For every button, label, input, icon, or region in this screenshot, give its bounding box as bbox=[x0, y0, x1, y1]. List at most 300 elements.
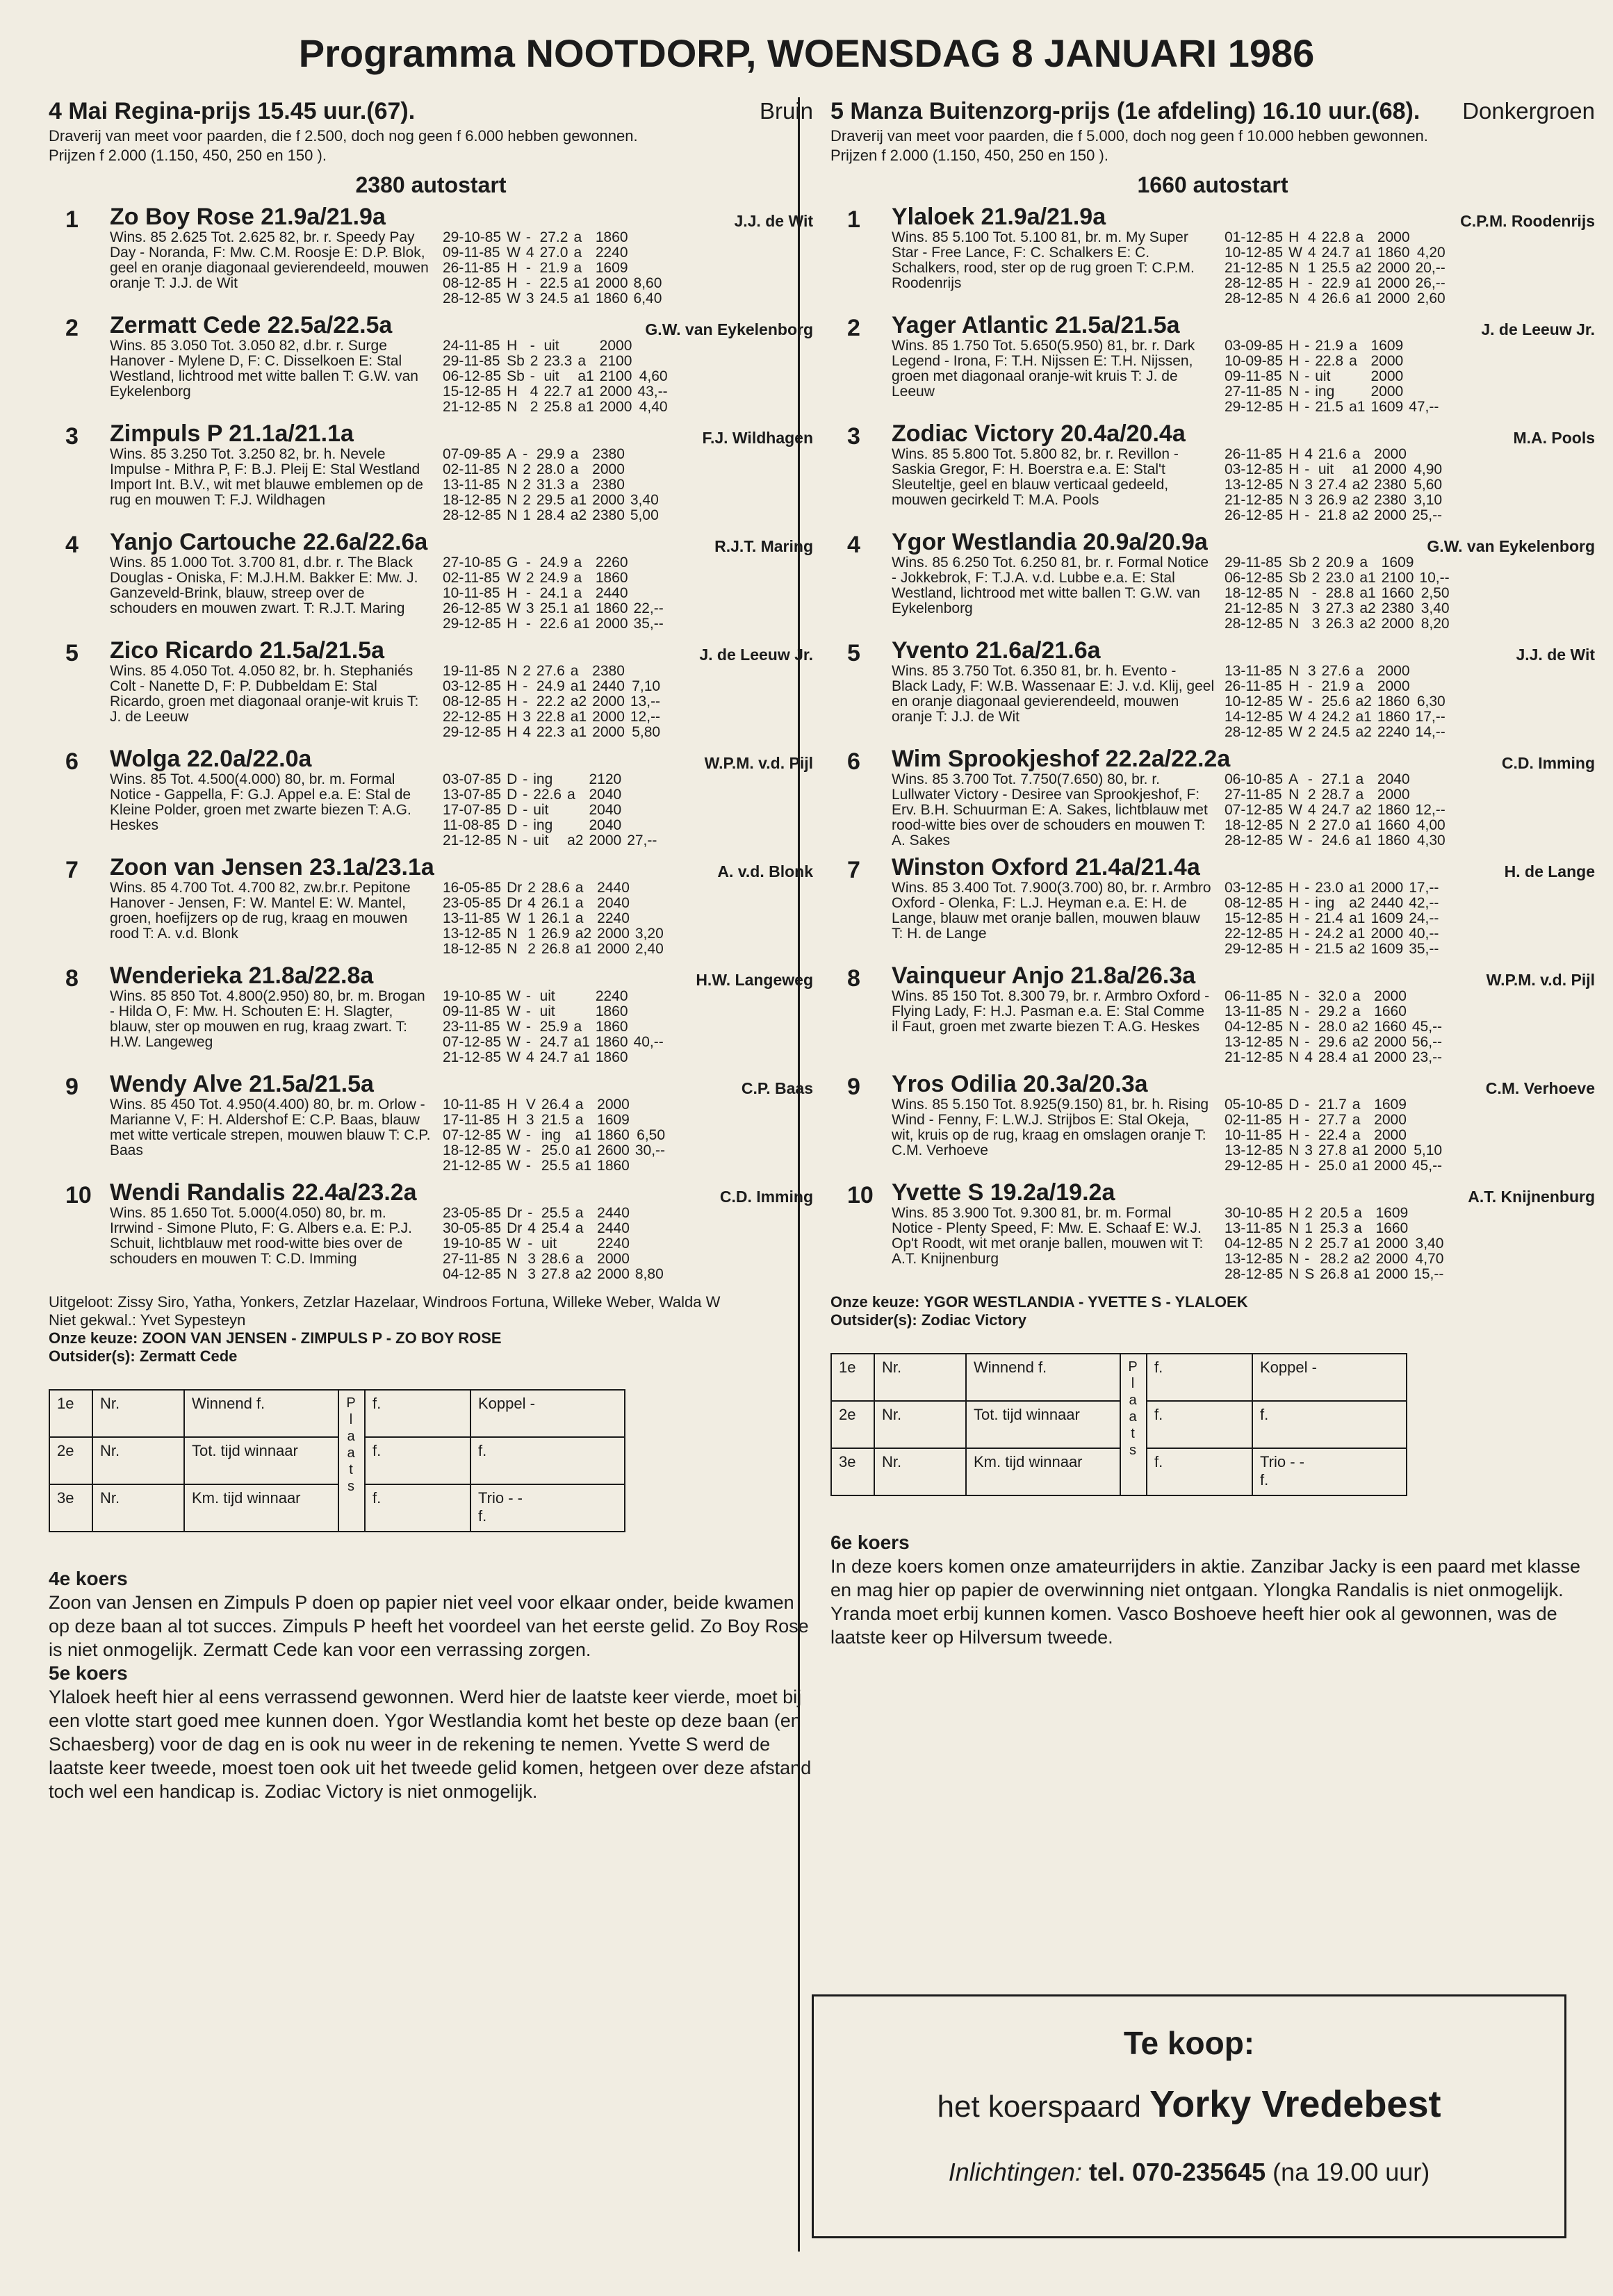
result-plaats-amount: f. bbox=[365, 1437, 470, 1484]
race-history-cell: 2 bbox=[527, 880, 536, 896]
race-history-cell: - bbox=[1304, 507, 1310, 523]
race-history-row bbox=[440, 880, 666, 896]
race-history-cell: - bbox=[1304, 910, 1310, 926]
outsider-text: Zermatt Cede bbox=[139, 1347, 238, 1365]
horse-description: Wins. 85 4.700 Tot. 4.700 82, zw.br.r. Pepitone Hanover - Jensen, F: W. Mantel E: W. Mantel, groen, hoefijzers op de rug, kraag en mouwen rood T: A. v.d. Blonk bbox=[110, 880, 411, 942]
race-history-cell: 2 bbox=[1304, 1236, 1313, 1252]
race-history-cell: 28.4 bbox=[536, 507, 565, 523]
race-history-cell: N bbox=[1288, 492, 1300, 508]
race-history-cell: W bbox=[1288, 245, 1302, 261]
race-history-cell: a2 bbox=[1349, 895, 1366, 911]
race-history-cell: 22-12-85 bbox=[443, 709, 502, 725]
race-history-cell bbox=[632, 1113, 668, 1128]
race-history-cell: 17,-- bbox=[1415, 709, 1446, 725]
race-history-row bbox=[1222, 1128, 1445, 1143]
race-history-row bbox=[440, 911, 666, 926]
race-history-row bbox=[440, 1128, 668, 1143]
race-history-cell: 24.7 bbox=[539, 1034, 568, 1050]
race-history-cell: 1609 bbox=[1370, 941, 1404, 957]
race-history-cell: 29-12-85 bbox=[443, 616, 502, 632]
race-prizes: Prijzen f 2.000 (1.150, 450, 250 en 150 ). bbox=[830, 147, 1108, 164]
race-history-cell: 13-11-85 bbox=[443, 477, 500, 493]
result-place: 3e bbox=[49, 1484, 92, 1532]
race-history-cell: a1 bbox=[575, 941, 592, 957]
race-history-table bbox=[1222, 664, 1448, 740]
race-history-cell: 2000 bbox=[597, 1266, 630, 1282]
race-history-cell bbox=[634, 338, 670, 354]
race-history-cell: 2000 bbox=[1377, 275, 1410, 291]
race-history-cell: - bbox=[530, 338, 535, 354]
race-history-cell bbox=[632, 896, 666, 911]
horse-number: 4 bbox=[847, 532, 860, 558]
race-history-cell: - bbox=[1304, 384, 1310, 400]
horse-entry bbox=[830, 1071, 1595, 1174]
race-history-cell: - bbox=[525, 1127, 531, 1143]
race-history-cell: 5,60 bbox=[1414, 477, 1443, 493]
race-history-cell: 31.3 bbox=[536, 477, 565, 493]
race-history-cell: 18-12-85 bbox=[443, 1142, 502, 1158]
race-history-row bbox=[440, 818, 660, 833]
race-distance: 2380 autostart bbox=[355, 172, 507, 197]
race-history-cell: 2040 bbox=[589, 802, 622, 818]
race-history-cell: 8,60 bbox=[633, 275, 662, 291]
race-history-cell bbox=[631, 1019, 666, 1035]
race-history-cell: N bbox=[1288, 1019, 1300, 1035]
race-history-cell: W bbox=[507, 1019, 521, 1035]
race-history-cell: a2 bbox=[1354, 1251, 1370, 1267]
race-history bbox=[440, 989, 666, 1065]
race-history-row bbox=[1222, 818, 1448, 833]
race-history-row bbox=[440, 477, 662, 493]
horse-header bbox=[110, 204, 813, 230]
horse-name: Vainqueur Anjo 21.8a/26.3a bbox=[892, 962, 1196, 989]
race-history-cell: 08-12-85 bbox=[443, 275, 502, 291]
race-history-cell: 21-12-85 bbox=[443, 1158, 502, 1174]
race-history-cell: 10-11-85 bbox=[1225, 1127, 1282, 1143]
race-history-cell: 29-12-85 bbox=[1225, 1158, 1284, 1174]
horse-trainer: G.W. van Eykelenborg bbox=[1427, 537, 1595, 555]
race-history-cell: 03-09-85 bbox=[1225, 338, 1284, 354]
race-history-cell: 10-12-85 bbox=[1225, 245, 1284, 261]
race-history-cell: 1860 bbox=[595, 1003, 628, 1019]
race-history-cell: 45,-- bbox=[1411, 1019, 1443, 1035]
race-history-cell bbox=[632, 1221, 666, 1236]
race-history-row bbox=[440, 1206, 666, 1221]
race-history-cell: 17-11-85 bbox=[443, 1112, 500, 1128]
race-history-row bbox=[1222, 291, 1448, 306]
race-history-cell: 1660 bbox=[1374, 1019, 1407, 1035]
race-history-cell: a1 bbox=[1355, 817, 1372, 833]
race-history-cell: 1660 bbox=[1374, 1003, 1407, 1019]
race-history-cell: N bbox=[1288, 1220, 1300, 1236]
race-history-cell: 18-12-85 bbox=[1225, 585, 1284, 601]
race-history-cell: 19-11-85 bbox=[443, 663, 500, 679]
race-history-cell: a bbox=[567, 787, 575, 803]
race-history-cell: a1 bbox=[1349, 926, 1366, 942]
race-history-cell: W bbox=[1288, 802, 1302, 818]
race-history-row bbox=[1222, 245, 1448, 261]
race-history-row bbox=[1222, 1019, 1445, 1035]
race-history-cell: 27.7 bbox=[1318, 1112, 1347, 1128]
race-history-cell: 2000 bbox=[597, 1097, 630, 1113]
race-history-cell: a bbox=[570, 446, 579, 462]
race-4-column bbox=[49, 97, 813, 1803]
race-title: 5 Manza Buitenzorg-prijs (1e afdeling) 16.10 uur.(68). bbox=[830, 98, 1420, 124]
race-history-cell: - bbox=[525, 988, 531, 1004]
race-history-cell: 25.7 bbox=[1320, 1236, 1349, 1252]
race-history-cell: - bbox=[527, 1236, 533, 1252]
race-history-cell: H bbox=[1288, 353, 1300, 369]
race-history-cell: W bbox=[507, 1003, 521, 1019]
race-history-cell: 4 bbox=[523, 724, 531, 740]
race-history-cell: - bbox=[523, 678, 528, 694]
race-history-row bbox=[440, 555, 666, 571]
race-history-cell: 2 bbox=[1311, 570, 1320, 586]
horse-header bbox=[110, 746, 813, 772]
race-history-cell: a1 bbox=[1352, 1049, 1369, 1065]
race-history-cell: a2 bbox=[570, 507, 587, 523]
horse-details bbox=[110, 1097, 813, 1174]
race-history-cell: 27.0 bbox=[539, 245, 568, 261]
race-history-cell: 2000 bbox=[1381, 616, 1414, 632]
race-history-row bbox=[440, 245, 664, 261]
race-history-cell: 22.8 bbox=[1315, 353, 1344, 369]
race-history-cell: - bbox=[525, 585, 531, 601]
race-history-cell: 3 bbox=[1304, 492, 1313, 508]
race-history-cell: 27.6 bbox=[536, 663, 565, 679]
horse-details bbox=[892, 555, 1595, 632]
race-history-cell: 18-12-85 bbox=[443, 492, 502, 508]
race-history-cell: 2 bbox=[530, 353, 539, 369]
result-place: 2e bbox=[831, 1401, 874, 1448]
race-history bbox=[440, 880, 666, 957]
race-history-cell: H bbox=[507, 1112, 518, 1128]
race-history-table bbox=[1222, 555, 1452, 632]
race-history bbox=[440, 1206, 666, 1282]
race-history-cell: 22.7 bbox=[543, 384, 573, 400]
result-plaats-amount: f. bbox=[1147, 1354, 1252, 1401]
race-history-cell: 26-12-85 bbox=[1225, 507, 1284, 523]
horse-body bbox=[892, 962, 1595, 1065]
race-history-cell: N bbox=[1288, 1049, 1300, 1065]
results-row bbox=[49, 1390, 625, 1437]
race-history-cell: 3,20 bbox=[634, 926, 664, 942]
horse-description: Wins. 85 450 Tot. 4.950(4.400) 80, br. m. Orlow - Marianne V, F: H. Aldershof E: C.P. Baas, blauw met witte verticale strepen, mouwen blauw T: C.P. Baas bbox=[110, 1097, 431, 1158]
race-history-row bbox=[440, 586, 666, 601]
horse-entry bbox=[49, 962, 813, 1065]
race-history-cell: D bbox=[507, 802, 518, 818]
result-plaats-amount: f. bbox=[365, 1484, 470, 1532]
race-history-cell: W bbox=[507, 229, 521, 245]
horse-name: Ylaloek 21.9a/21.9a bbox=[892, 204, 1106, 230]
outsider-label: Outsider(s): bbox=[830, 1311, 917, 1329]
horse-details bbox=[110, 230, 813, 306]
race-history-cell: S bbox=[1304, 1266, 1315, 1282]
race-history bbox=[1222, 1206, 1446, 1282]
race-history-cell: 27,-- bbox=[627, 833, 657, 848]
horse-description: Wins. 85 150 Tot. 8.300 79, br. r. Armbro Oxford - Flying Lady, F: H.J. Pasman e.a. E: Stal Comme il Faut, groen met zwarte biezen T: A.G. Heskes bbox=[892, 988, 1210, 1035]
race-history-cell: a bbox=[570, 477, 579, 493]
horse-body bbox=[110, 962, 813, 1065]
race-history-cell: 25,-- bbox=[1411, 507, 1443, 523]
race-history-row bbox=[1222, 586, 1452, 601]
race-history-cell: W bbox=[507, 1049, 521, 1065]
horse-number: 6 bbox=[847, 748, 860, 775]
horse-body bbox=[892, 637, 1595, 740]
race-history-cell: 22.8 bbox=[1321, 229, 1350, 245]
trio-amount: f. bbox=[478, 1507, 487, 1525]
horse-header bbox=[110, 529, 813, 555]
race-history-cell: 24.5 bbox=[1321, 724, 1350, 740]
race-history-cell: 47,-- bbox=[1409, 399, 1439, 415]
race-history-row bbox=[1222, 230, 1448, 245]
race-history-cell: 3 bbox=[525, 290, 534, 306]
race-history-cell: a1 bbox=[575, 1127, 592, 1143]
race-history-cell: 24.2 bbox=[1315, 926, 1344, 942]
race-history-cell: 2 bbox=[523, 492, 531, 508]
race-color: Donkergroen bbox=[1462, 98, 1595, 124]
race-history-cell: - bbox=[525, 275, 531, 291]
race-history-cell bbox=[632, 1206, 666, 1221]
race-history-cell: 1609 bbox=[1375, 1205, 1409, 1221]
race-history-row bbox=[1222, 338, 1441, 354]
race-history-cell: 24.7 bbox=[539, 1049, 568, 1065]
race-history-cell: W bbox=[507, 1158, 521, 1174]
horse-description: Wins. 85 2.625 Tot. 2.625 82, br. r. Speedy Pay Day - Noranda, F: Mw. C.M. Roosje E: D.P. Blok, geel en oranje diagonaal gevierendeeld, mouwen oranje T: J.J. de Wit bbox=[110, 229, 429, 291]
race-history-cell: 8,20 bbox=[1420, 616, 1450, 632]
race-history-cell: 13-11-85 bbox=[1225, 1003, 1282, 1019]
race-history-cell: Dr bbox=[507, 895, 523, 911]
race-history-cell: 27-11-85 bbox=[443, 1251, 500, 1267]
race-history-cell: - bbox=[1304, 399, 1310, 415]
race-history-row bbox=[440, 926, 666, 942]
race-history-cell: 2000 bbox=[592, 694, 625, 710]
race-history-cell: 2100 bbox=[599, 368, 632, 384]
race-history-cell: 1609 bbox=[1370, 910, 1404, 926]
horse-header bbox=[892, 204, 1595, 230]
race-history-cell: 2000 bbox=[1374, 988, 1407, 1004]
nietgekwal-label: Niet gekwal.: bbox=[49, 1311, 136, 1329]
race-history-cell bbox=[624, 818, 660, 833]
race-history-cell: 08-12-85 bbox=[443, 694, 502, 710]
race-history-cell bbox=[1413, 787, 1448, 803]
race-history-cell: a1 bbox=[570, 709, 587, 725]
race-history-cell: G bbox=[507, 555, 518, 571]
horse-description: Wins. 85 4.050 Tot. 4.050 82, br. h. Stephaniés Colt - Nanette D, F: P. Dubbeldam E: Stal Ricardo, groen met diagonaal oranje-wit kruis T: J. de Leeuw bbox=[110, 663, 419, 725]
race-history-cell: 2000 bbox=[1374, 1158, 1407, 1174]
race-notes bbox=[830, 1293, 1595, 1329]
race-history-cell: 1609 bbox=[1381, 555, 1414, 571]
horse-header bbox=[110, 312, 813, 338]
race-history-cell: 21-12-85 bbox=[1225, 492, 1284, 508]
race-history-cell: - bbox=[1304, 338, 1310, 354]
race-history-cell: 4 bbox=[1307, 709, 1316, 725]
race-history-cell: a1 bbox=[1349, 399, 1366, 415]
race-history-cell: 26-11-85 bbox=[1225, 678, 1282, 694]
horse-header bbox=[892, 962, 1595, 989]
horse-details bbox=[110, 447, 813, 523]
race-history-cell: 1660 bbox=[1377, 817, 1410, 833]
race-history-cell: 2,40 bbox=[634, 941, 664, 957]
horse-details bbox=[110, 338, 813, 415]
race-history-cell: H bbox=[507, 709, 518, 725]
uitgeloot-text: Zissy Siro, Yatha, Yonkers, Zetzlar Hazelaar, Windroos Fortuna, Willeke Weber, Walda W bbox=[117, 1293, 721, 1311]
race-history-cell: - bbox=[1304, 461, 1310, 477]
race-history-cell bbox=[1409, 1128, 1445, 1143]
race-history-cell: 21-12-85 bbox=[1225, 600, 1284, 616]
race-history-cell: 26-11-85 bbox=[443, 260, 500, 276]
race-history-cell: 22.8 bbox=[536, 709, 565, 725]
results-form bbox=[49, 1389, 813, 1532]
race-history-row bbox=[1222, 725, 1448, 740]
race-history-cell: 2000 bbox=[589, 833, 622, 848]
race-history-row bbox=[1222, 803, 1448, 818]
race-history-cell bbox=[1409, 447, 1445, 462]
horse-trainer: J. de Leeuw Jr. bbox=[699, 646, 813, 664]
race-history-cell: 2,50 bbox=[1420, 585, 1450, 601]
race-history-cell: 2440 bbox=[595, 585, 628, 601]
horse-description: Wins. 85 5.800 Tot. 5.800 82, br. r. Revillon - Saskia Gregor, F: H. Boerstra e.a. E: Stal't Sleuteltje, geel en blauw verticaal gedeeld, mouwen gecirkeld T: M.A. Pools bbox=[892, 446, 1179, 508]
race-history-cell: 28-12-85 bbox=[1225, 616, 1284, 632]
horse-entry bbox=[830, 962, 1595, 1065]
race-history-cell: 2040 bbox=[1377, 771, 1410, 787]
race-title: 4 Mai Regina-prijs 15.45 uur.(67). bbox=[49, 98, 416, 124]
race-history-cell: 4 bbox=[1304, 1049, 1313, 1065]
race-history-table bbox=[440, 555, 666, 632]
horse-number: 5 bbox=[65, 640, 79, 666]
race-history-cell bbox=[631, 230, 665, 245]
race-history-cell: a2 bbox=[1352, 1034, 1369, 1050]
race-history-cell: a1 bbox=[1355, 245, 1372, 261]
race-history-cell: 3,40 bbox=[1420, 600, 1450, 616]
race-history-cell: 21.4 bbox=[1315, 910, 1344, 926]
race-history-cell: 8,80 bbox=[634, 1266, 664, 1282]
race-history-cell: Dr bbox=[507, 1205, 523, 1221]
race-history-table bbox=[440, 772, 660, 848]
trio-label: Trio bbox=[1260, 1453, 1286, 1470]
race-history-cell: 2000 bbox=[1377, 787, 1410, 803]
race-history-cell: 28-12-85 bbox=[443, 507, 502, 523]
horse-body bbox=[110, 854, 813, 957]
race-history-cell: a bbox=[575, 1205, 584, 1221]
race-history-cell: 10-11-85 bbox=[443, 1097, 500, 1113]
race-history-cell: 2000 bbox=[1370, 926, 1404, 942]
race-history-cell: D bbox=[507, 771, 518, 787]
race-history-row bbox=[1222, 571, 1452, 586]
ad-contact-label: Inlichtingen: bbox=[948, 2158, 1082, 2186]
horse-trainer: J.J. de Wit bbox=[1516, 646, 1595, 664]
race-history-cell: 27.1 bbox=[1321, 771, 1350, 787]
race-history-cell: uit bbox=[543, 368, 559, 384]
race-history bbox=[1222, 772, 1448, 848]
race-history-cell: 4 bbox=[1307, 229, 1316, 245]
race-history-cell: 1860 bbox=[595, 290, 628, 306]
horse-header bbox=[892, 1179, 1595, 1206]
result-plaats-amount: f. bbox=[365, 1390, 470, 1437]
race-history-cell: 28.6 bbox=[541, 880, 570, 896]
race-history-cell: 2440 bbox=[592, 678, 625, 694]
race-history-row bbox=[1222, 664, 1448, 679]
race-history-cell: 21.9 bbox=[1321, 678, 1350, 694]
race-history-row bbox=[1222, 679, 1448, 694]
race-history-cell: 13-12-85 bbox=[1225, 477, 1284, 493]
race-history-cell: 25.0 bbox=[1318, 1158, 1347, 1174]
race-history-cell: H bbox=[1288, 880, 1300, 896]
horse-trainer: C.P. Baas bbox=[741, 1079, 813, 1097]
race-history-cell: a1 bbox=[570, 678, 587, 694]
race-history-cell: W bbox=[507, 1236, 521, 1252]
race-history-cell: a bbox=[1352, 1112, 1361, 1128]
race-history-row bbox=[1222, 942, 1441, 957]
horse-header bbox=[110, 1071, 813, 1097]
horse-trainer: H.W. Langeweg bbox=[696, 971, 813, 989]
race-history-cell: 22.6 bbox=[539, 616, 568, 632]
race-history-cell: N bbox=[1288, 663, 1300, 679]
race-history-cell: 2000 bbox=[1374, 461, 1407, 477]
result-koppel-amount: f. bbox=[470, 1437, 625, 1484]
race-history-cell: 1609 bbox=[1370, 338, 1404, 354]
result-label: Winnend f. bbox=[184, 1390, 338, 1437]
race-history-cell: ing bbox=[541, 1127, 561, 1143]
race-history-cell: 21-12-85 bbox=[1225, 1049, 1284, 1065]
result-place: 1e bbox=[49, 1390, 92, 1437]
race-history-cell: 28-12-85 bbox=[1225, 290, 1284, 306]
race-history-cell: 28-12-85 bbox=[443, 290, 502, 306]
race-history-cell: N bbox=[1288, 988, 1300, 1004]
race-history-cell: 2000 bbox=[597, 941, 630, 957]
horse-description: Wins. 85 6.250 Tot. 6.250 81, br. r. Formal Notice - Jokkebrok, F: T.J.A. v.d. Lubbe e.a. E: Stal Westland, lichtrood met witte ballen T: G.W. van Eykelenborg bbox=[892, 555, 1209, 616]
race-history-row bbox=[1222, 1004, 1445, 1019]
race-history-cell: 13-12-85 bbox=[1225, 1251, 1284, 1267]
race-history-cell: H bbox=[1288, 926, 1300, 942]
race-history-cell: 06-12-85 bbox=[1225, 570, 1284, 586]
trio-dash: - bbox=[1290, 1453, 1295, 1470]
race-history bbox=[1222, 880, 1441, 957]
horse-details bbox=[110, 555, 813, 632]
horse-details bbox=[892, 230, 1595, 306]
race-history-cell: - bbox=[1304, 988, 1310, 1004]
race-history-cell: 2100 bbox=[1381, 570, 1414, 586]
race-history-cell bbox=[1406, 384, 1441, 400]
race-history-cell: 1860 bbox=[1377, 245, 1410, 261]
race-history-cell: a1 bbox=[1359, 585, 1376, 601]
race-history bbox=[440, 338, 671, 415]
race-history-cell bbox=[631, 989, 666, 1004]
ad-horse-name: Yorky Vredebest bbox=[1149, 2083, 1441, 2125]
race-history-cell: a1 bbox=[570, 492, 587, 508]
race-history-cell: 30,-- bbox=[634, 1142, 666, 1158]
race-history-cell bbox=[1409, 1097, 1445, 1113]
race-history-cell: 24.7 bbox=[1321, 245, 1350, 261]
race-history-cell: 42,-- bbox=[1409, 895, 1439, 911]
horse-name: Wolga 22.0a/22.0a bbox=[110, 746, 312, 772]
race-history-cell: W bbox=[507, 245, 521, 261]
race-history-cell: 3,40 bbox=[1415, 1236, 1444, 1252]
race-history-cell: 26.1 bbox=[541, 895, 570, 911]
race-history-cell: 2000 bbox=[1375, 1266, 1409, 1282]
commentary bbox=[830, 1531, 1595, 1649]
race-history-cell: 29-12-85 bbox=[1225, 399, 1284, 415]
commentary-text: Zoon van Jensen en Zimpuls P doen op papier niet veel voor elkaar onder, beide kwamen op deze baan al tot succes. Zimpuls P heeft het voordeel van het eerste gelid. Zo Boy Rose is niet onmogelijk. Zermatt Cede kan voor een verrassing zorgen. bbox=[49, 1592, 809, 1660]
race-history-cell: 2 bbox=[530, 399, 539, 415]
race-history-cell bbox=[628, 447, 662, 462]
race-history-cell: a bbox=[1349, 338, 1357, 354]
horse-description: Wins. 85 3.900 Tot. 9.300 81, br. m. Formal Notice - Plenty Speed, F: Mw. E. Schaaf E: W.J. Op't Roodt, wit met oranje ballen, mouwen wit T: A.T. Knijnenburg bbox=[892, 1205, 1204, 1267]
race-history-cell: a2 bbox=[1359, 616, 1376, 632]
race-history-cell: 1609 bbox=[595, 260, 628, 276]
race-history-cell: 2000 bbox=[1374, 1049, 1407, 1065]
race-history-cell: N bbox=[1288, 1142, 1300, 1158]
